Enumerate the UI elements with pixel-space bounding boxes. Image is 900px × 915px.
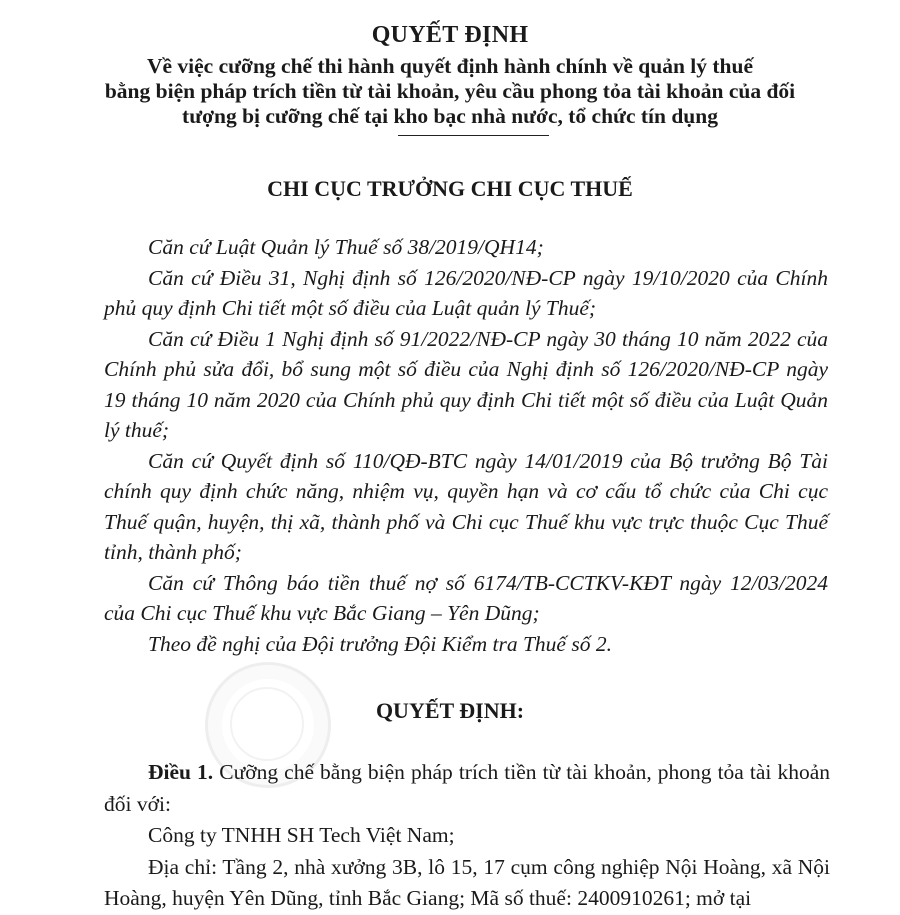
article-1-text: Cưỡng chế bằng biện pháp trích tiền từ tài khoản, phong tỏa tài khoản đối với:: [104, 760, 830, 816]
legal-basis-item: Căn cứ Điều 31, Nghị định số 126/2020/NĐ-CP ngày 19/10/2020 của Chính phủ quy định Chi tiết một số điều của Luật quản lý Thuế;: [104, 265, 828, 320]
company-name: Công ty TNHH SH Tech Việt Nam;: [148, 823, 455, 847]
legal-basis-item: Căn cứ Quyết định số 110/QĐ-BTC ngày 14/01/2019 của Bộ trưởng Bộ Tài chính quy định chức năng, nhiệm vụ, quyền hạn và cơ cấu tổ chức của Chi cục Thuế quận, huyện, thị xã, thành phố và Chi cục Thuế khu vực trực thuộc Cục Thuế tỉnh, thành phố;: [104, 448, 828, 564]
legal-basis-item: Theo đề nghị của Đội trưởng Đội Kiểm tra Thuế số 2.: [148, 631, 612, 656]
subtitle-line: tượng bị cưỡng chế tại kho bạc nhà nước, tổ chức tín dụng: [182, 104, 718, 128]
document-title: QUYẾT ĐỊNH: [371, 22, 529, 48]
legal-basis-item: Căn cứ Điều 1 Nghị định số 91/2022/NĐ-CP ngày 30 tháng 10 năm 2022 của Chính phủ sửa đổi, bổ sung một số điều của Nghị định số 126/2020/NĐ-CP ngày 19 tháng 10 năm 2020 của Chính phủ quy định Chi tiết một số điều của Luật Quản lý thuế;: [104, 326, 828, 442]
article-1-intro: [104, 757, 830, 820]
company-address: Địa chỉ: Tầng 2, nhà xưởng 3B, lô 15, 17 cụm công nghiệp Nội Hoàng, xã Nội Hoàng, huyện Yên Dũng, tỉnh Bắc Giang; Mã số thuế: 2400910261; mở tại: [104, 854, 830, 910]
document-subtitle: [80, 54, 820, 129]
article-1: [104, 757, 830, 915]
legal-basis-item: Căn cứ Luật Quản lý Thuế số 38/2019/QH14;: [148, 235, 544, 259]
issuing-authority: CHI CỤC TRƯỞNG CHI CỤC THUẾ: [267, 176, 633, 201]
legal-basis-item: Căn cứ Thông báo tiền thuế nợ số 6174/TB-CCTKV-KĐT ngày 12/03/2024 của Chi cục Thuế khu vực Bắc Giang – Yên Dũng;: [104, 570, 828, 625]
title-divider: [398, 135, 549, 136]
legal-bases: [104, 232, 828, 659]
decision-heading: QUYẾT ĐỊNH:: [375, 698, 525, 723]
subtitle-line: Về việc cưỡng chế thi hành quyết định hành chính về quản lý thuế: [146, 54, 754, 78]
subtitle-line: bằng biện pháp trích tiền từ tài khoản, yêu cầu phong tỏa tài khoản của đối: [104, 79, 796, 103]
article-1-label: Điều 1.: [148, 760, 214, 784]
